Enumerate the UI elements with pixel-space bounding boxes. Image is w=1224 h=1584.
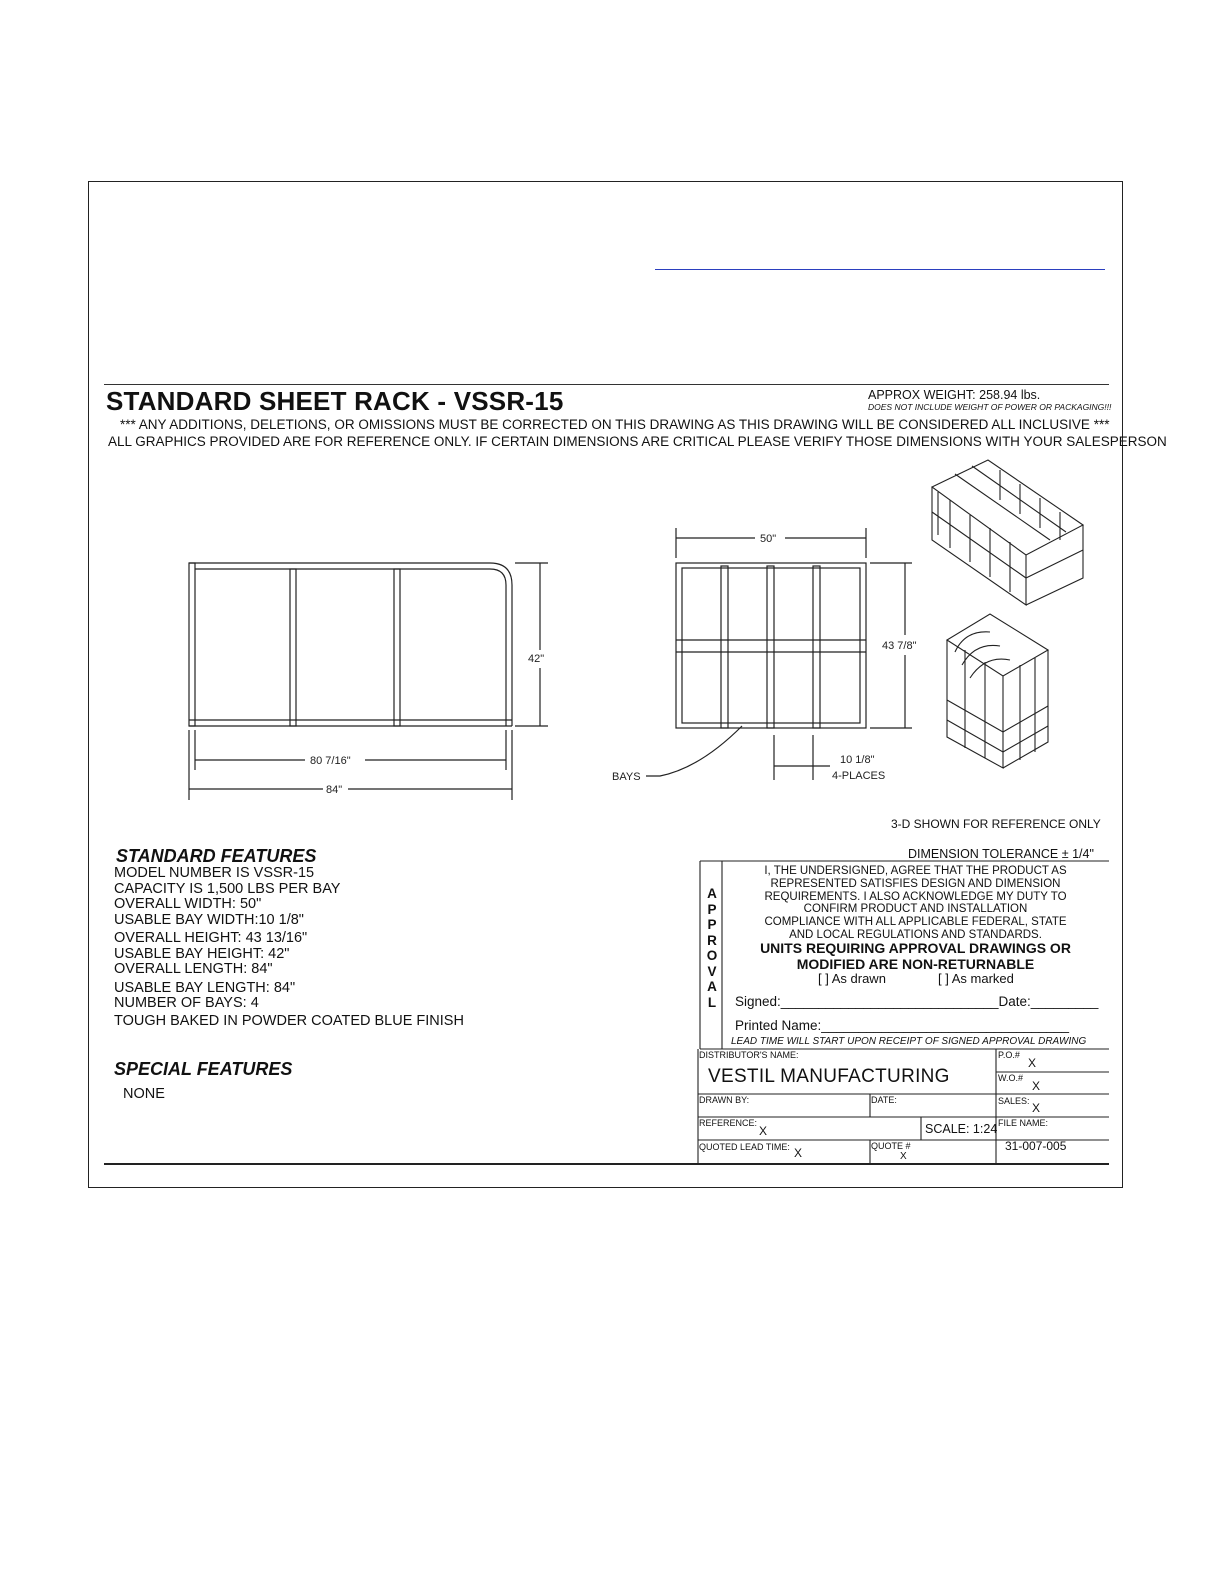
feature-item: USABLE BAY LENGTH: 84" [114,979,296,996]
standard-features-heading: STANDARD FEATURES [116,846,317,866]
bays-label: BAYS [612,771,641,783]
feature-item: OVERALL HEIGHT: 43 13/16" [114,930,308,946]
warning-line-2: ALL GRAPHICS PROVIDED ARE FOR REFERENCE ONLY. IF CERTAIN DIMENSIONS ARE CRITICAL PLEASE VERIFY THOSE DIMENSIONS WITH YOUR SALESPERSON [108,434,1167,449]
sales-value: X [1032,1101,1041,1115]
dim-side-length: 84" [326,784,343,796]
po-value: X [1028,1056,1037,1070]
approval-line: AND LOCAL REGULATIONS AND STANDARDS. [789,928,1042,941]
distributor-label: DISTRIBUTOR'S NAME: [699,1050,799,1060]
approval-line: COMPLIANCE WITH ALL APPLICABLE FEDERAL, STATE [764,916,1067,929]
feature-item: NUMBER OF BAYS: 4 [114,995,259,1011]
as-drawn-checkbox[interactable]: [ ] As drawn [818,971,886,986]
wo-label: W.O.# [998,1073,1024,1083]
dim-front-width: 50" [760,533,777,545]
scale-value: SCALE: 1:24 [925,1122,998,1136]
reference-label: REFERENCE: [699,1118,758,1128]
special-features-value: NONE [123,1086,165,1102]
approval-statement [728,865,1103,942]
feature-item: OVERALL WIDTH: 50" [114,896,262,912]
quoted-lead-label: QUOTED LEAD TIME: [699,1142,790,1152]
dim-front-height: 43 7/8" [882,640,917,652]
dim-side-inner-length: 80 7/16" [310,755,351,767]
file-name-label: FILE NAME: [998,1118,1049,1128]
feature-item: OVERALL LENGTH: 84" [114,961,273,977]
quote-label: QUOTE # [871,1141,911,1151]
special-features-heading: SPECIAL FEATURES [114,1059,293,1079]
approx-weight: APPROX WEIGHT: 258.94 lbs. [868,388,1041,402]
distributor-value: VESTIL MANUFACTURING [708,1066,950,1087]
lead-time-note: LEAD TIME WILL START UPON RECEIPT OF SIGNED APPROVAL DRAWING [731,1036,1087,1047]
wo-value: X [1032,1079,1041,1093]
feature-item: TOUGH BAKED IN POWDER COATED BLUE FINISH [114,1012,464,1029]
reference-value: X [759,1124,768,1138]
drawn-by-label: DRAWN BY: [699,1095,750,1105]
warning-text: MODIFIED ARE NON-RETURNABLE [796,955,1035,972]
approval-line: REQUIREMENTS. I ALSO ACKNOWLEDGE MY DUTY TO [764,890,1067,903]
dim-places: 4-PLACES [832,770,886,782]
warning-line-1: *** ANY ADDITIONS, DELETIONS, OR OMISSIONS MUST BE CORRECTED ON THIS DRAWING AS THIS DRAWING WILL BE CONSIDERED ALL INCLUSIVE *** [120,417,1110,432]
feature-item: USABLE BAY HEIGHT: 42" [114,945,290,962]
file-name-value: 31-007-005 [1005,1139,1067,1153]
date-label: DATE: [871,1095,897,1105]
quote-value: X [900,1151,907,1162]
printed-name-line[interactable]: Printed Name:_________________________________ [735,1018,1070,1033]
approval-vertical-label: APPROVAL [706,886,718,1010]
approval-line: CONFIRM PRODUCT AND INSTALLATION [803,903,1028,916]
po-label: P.O.# [998,1050,1020,1060]
weight-note: DOES NOT INCLUDE WEIGHT OF POWER OR PACKAGING!!! [868,402,1112,412]
footer-rule [104,1163,1109,1165]
tolerance-note: DIMENSION TOLERANCE ± 1/4" [908,847,1094,861]
approval-line: I, THE UNDERSIGNED, AGREE THAT THE PRODUCT AS [764,865,1067,877]
sales-label: SALES: [998,1096,1030,1106]
dim-side-height: 42" [528,653,545,665]
page-title: STANDARD SHEET RACK - VSSR-15 [106,386,564,416]
quoted-lead-value: X [794,1146,803,1160]
feature-item: CAPACITY IS 1,500 LBS PER BAY [114,880,341,897]
feature-item: MODEL NUMBER IS VSSR-15 [114,865,315,881]
as-marked-checkbox[interactable]: [ ] As marked [938,971,1014,986]
signature-line[interactable]: Signed:_____________________________Date:_________ [735,994,1099,1009]
warning-text: UNITS REQUIRING APPROVAL DRAWINGS OR [760,940,1071,956]
feature-item: USABLE BAY WIDTH:10 1/8" [114,911,304,928]
reference-note: 3-D SHOWN FOR REFERENCE ONLY [891,817,1101,831]
dim-bay-width: 10 1/8" [840,754,875,766]
non-returnable-warning [728,941,1103,972]
approval-line: REPRESENTED SATISFIES DESIGN AND DIMENSION [770,877,1061,890]
